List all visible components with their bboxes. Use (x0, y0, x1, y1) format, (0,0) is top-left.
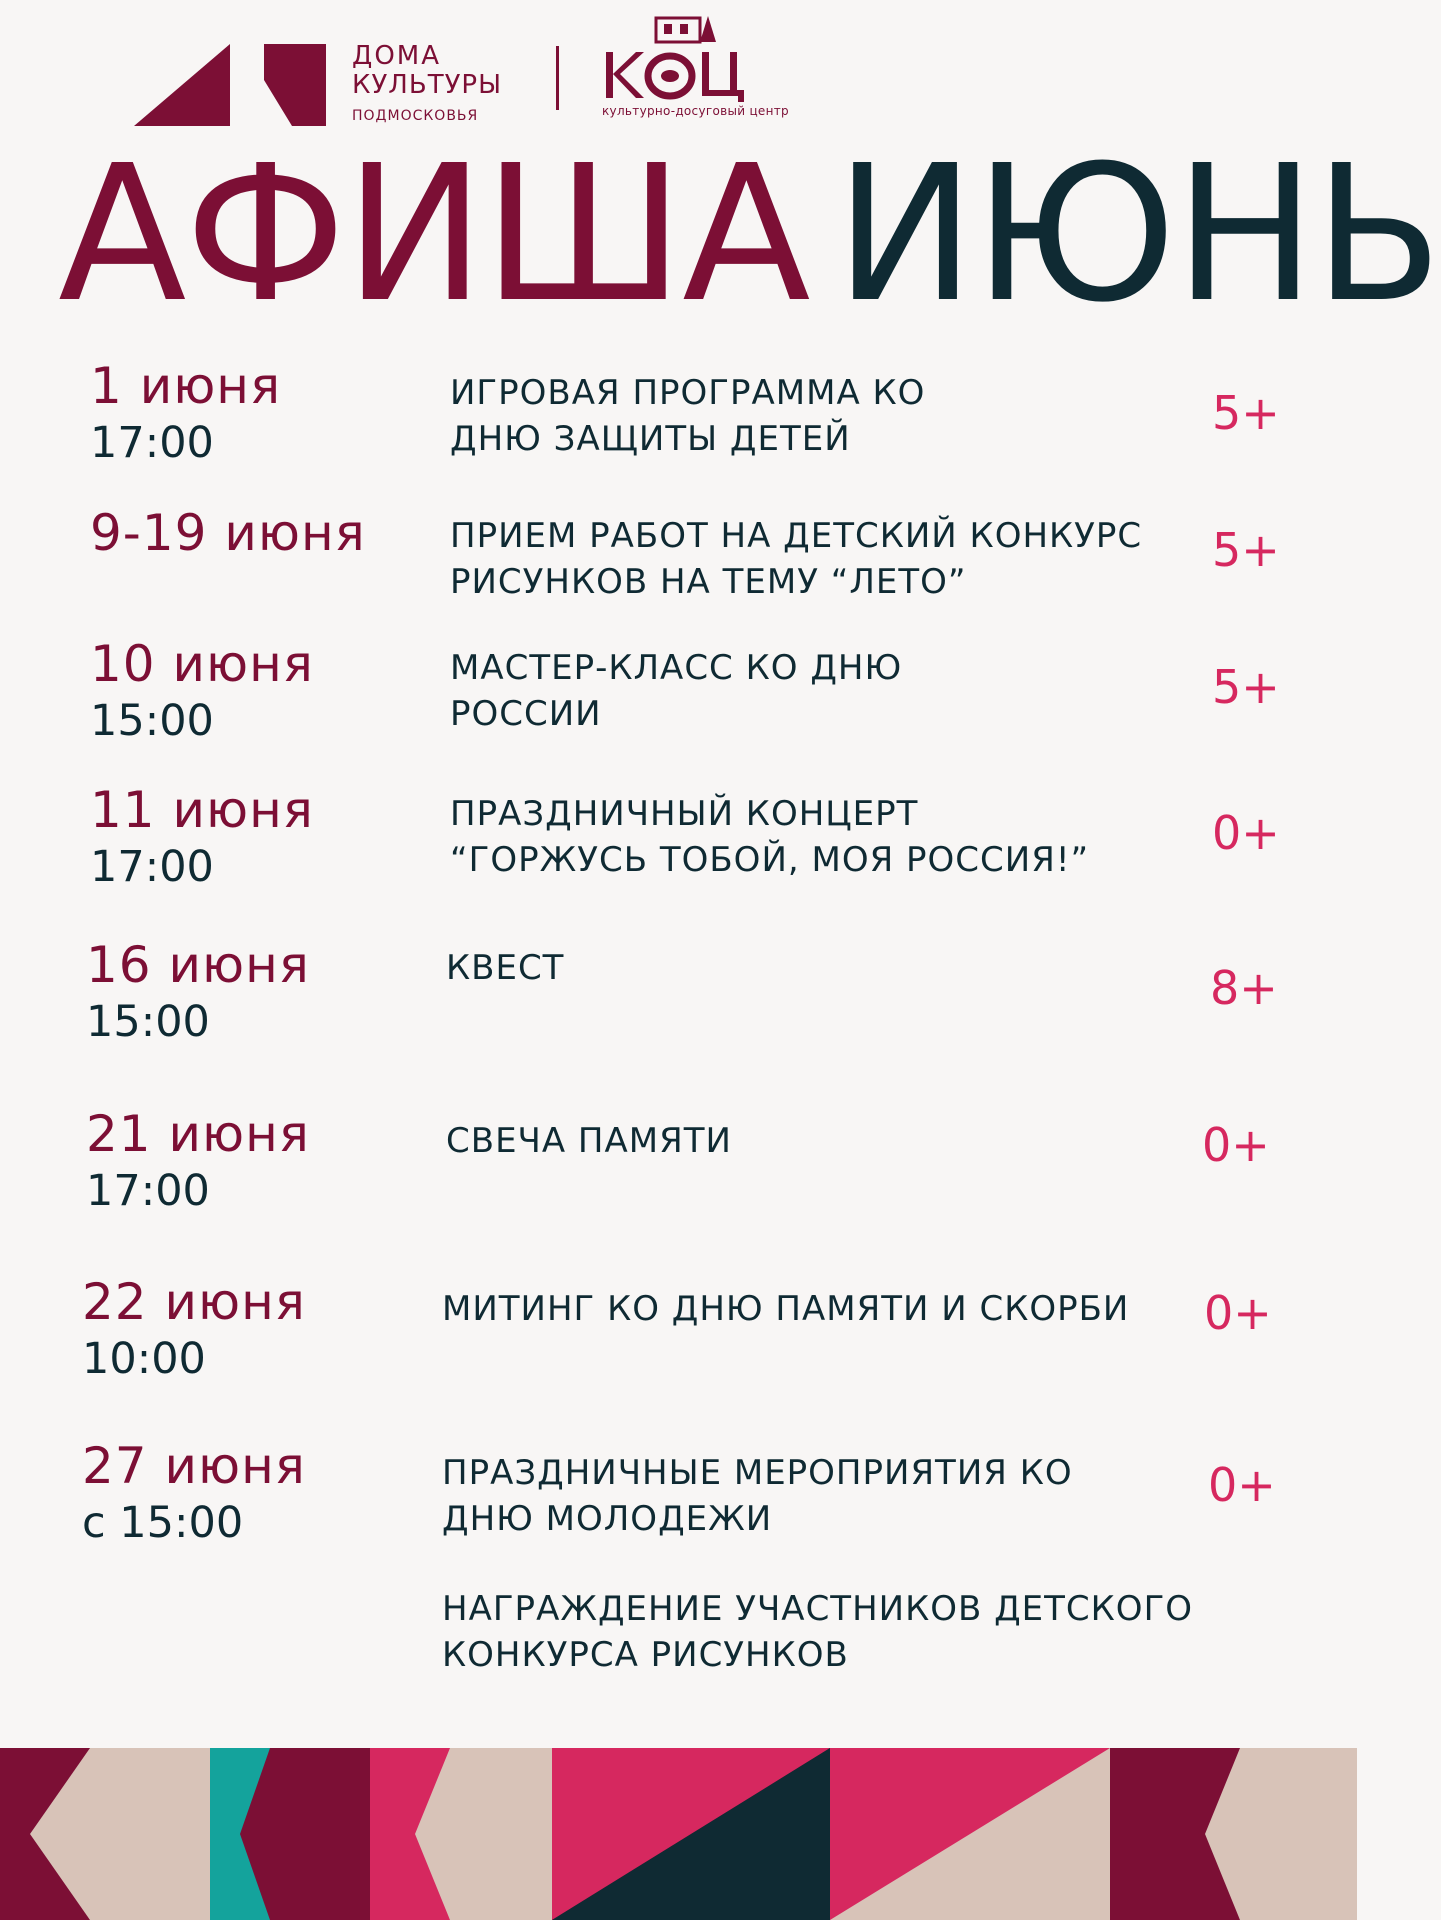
event-title-line-1: ПРИЕМ РАБОТ НА ДЕТСКИЙ КОНКУРС (450, 516, 1143, 556)
event-title-line-2: ДНЮ ЗАЩИТЫ ДЕТЕЙ (450, 419, 851, 459)
extra-line-1: НАГРАЖДЕНИЕ УЧАСТНИКОВ ДЕТСКОГО (442, 1589, 1194, 1629)
age-rating: 5+ (1212, 386, 1280, 440)
org-line-2: КУЛЬТУРЫ (352, 70, 503, 100)
event-time: 17:00 (90, 418, 214, 468)
event-title-line-2: РИСУНКОВ НА ТЕМУ “ЛЕТО” (450, 562, 967, 602)
event-title-line-1: ИГРОВАЯ ПРОГРАММА КО (450, 373, 926, 413)
event-title-line-1: МАСТЕР-КЛАСС КО ДНЮ (450, 648, 903, 688)
age-rating: 5+ (1212, 523, 1280, 577)
org-line-1: ДОМА (352, 41, 441, 71)
org-line-3: ПОДМОСКОВЬЯ (352, 108, 479, 124)
event-time: 15:00 (90, 696, 214, 746)
event-title-line-1: КВЕСТ (446, 948, 565, 988)
event-title-line-1: СВЕЧА ПАМЯТИ (446, 1121, 732, 1161)
center-subtitle: культурно-досуговый центр (602, 104, 789, 118)
event-time: 10:00 (82, 1334, 206, 1384)
event-time: с 15:00 (82, 1498, 244, 1548)
event-title-line-1: ПРАЗДНИЧНЫЙ КОНЦЕРТ (450, 794, 919, 834)
doma-kultury-logo-icon (134, 44, 330, 126)
event-title-line-2: РОССИИ (450, 694, 602, 734)
event-date: 1 июня (90, 357, 282, 415)
event-time: 17:00 (86, 1166, 210, 1216)
age-rating: 8+ (1210, 961, 1278, 1015)
age-rating: 0+ (1208, 1458, 1276, 1512)
title-word-month: ИЮНЬ (834, 125, 1441, 344)
event-date: 10 июня (90, 635, 314, 693)
event-date: 11 июня (90, 781, 314, 839)
extra-line-2: КОНКУРСА РИСУНКОВ (442, 1635, 849, 1675)
event-title-line-2: “ГОРЖУСЬ ТОБОЙ, МОЯ РОССИЯ!” (450, 840, 1090, 880)
age-rating: 0+ (1204, 1286, 1272, 1340)
event-date: 21 июня (86, 1105, 310, 1163)
page-title (58, 125, 1441, 344)
header (0, 0, 1357, 140)
title-word-afisha: АФИША (58, 125, 809, 344)
kdc-logo-icon (600, 12, 760, 104)
event-date: 27 июня (82, 1437, 306, 1495)
event-date: 16 июня (86, 936, 310, 994)
event-title-line-1: ПРАЗДНИЧНЫЕ МЕРОПРИЯТИЯ КО (442, 1453, 1073, 1493)
event-date: 9-19 июня (90, 504, 366, 562)
event-title-line-1: МИТИНГ КО ДНЮ ПАМЯТИ И СКОРБИ (442, 1289, 1130, 1329)
event-title-line-2: ДНЮ МОЛОДЕЖИ (442, 1499, 773, 1539)
event-date: 22 июня (82, 1273, 306, 1331)
event-time: 17:00 (90, 842, 214, 892)
logo-divider (556, 46, 559, 110)
event-time: 15:00 (86, 997, 210, 1047)
age-rating: 5+ (1212, 660, 1280, 714)
age-rating: 0+ (1212, 806, 1280, 860)
decorative-footer-band (0, 1748, 1357, 1920)
age-rating: 0+ (1202, 1118, 1270, 1172)
org-name (352, 42, 502, 126)
